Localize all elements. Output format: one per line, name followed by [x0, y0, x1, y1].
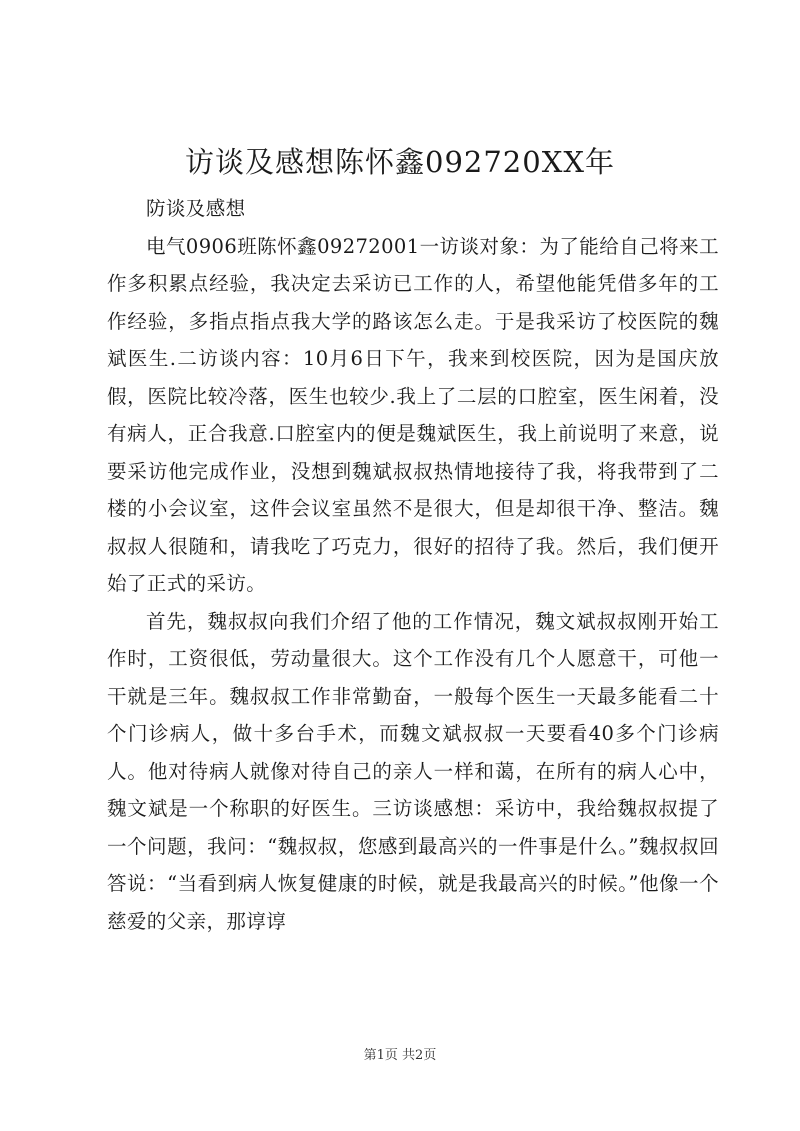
- page-footer: 第1页 共2页: [363, 1048, 437, 1063]
- paragraph-heading: 防谈及感想: [146, 197, 246, 220]
- document-body: [107, 190, 719, 940]
- document-title: 访谈及感想陈怀鑫092720XX年: [185, 145, 615, 179]
- paragraph-intro: 电气0906班陈怀鑫09272001一访谈对象：为了能给自己将来工作多积累点经验，我决定去采访已工作的人，希望他能凭借多年的工作经验，多指点指点我大学的路该怎么走。于是我采访了校医院的魏斌医生.二访谈内容：10月6日下午，我来到校医院，因为是国庆放假，医院比较冷落，医生也较少.我上了二层的口腔室，医生闲着，没有病人，正合我意.口腔室内的便是魏斌医生，我上前说明了来意，说要采访他完成作业，没想到魏斌叔叔热情地接待了我，将我带到了二楼的小会议室，这件会议室虽然不是很大，但是却很干净、整洁。魏叔叔人很随和，请我吃了巧克力，很好的招待了我。然后，我们便开始了正式的采访。: [107, 234, 719, 595]
- paragraph-details: 首先，魏叔叔向我们介绍了他的工作情况，魏文斌叔叔刚开始工作时，工资很低，劳动量很大。这个工作没有几个人愿意干，可他一干就是三年。魏叔叔工作非常勤奋，一般每个医生一天最多能看二十个门诊病人，做十多台手术，而魏文斌叔叔一天要看40多个门诊病人。他对待病人就像对待自己的亲人一样和蔼，在所有的病人心中，魏文斌是一个称职的好医生。三访谈感想：采访中，我给魏叔叔提了一个问题，我问：“魏叔叔，您感到最高兴的一件事是什么。”魏叔叔回答说：“当看到病人恢复健康的时候，就是我最高兴的时候。”他像一个慈爱的父亲，那谆谆: [107, 609, 719, 933]
